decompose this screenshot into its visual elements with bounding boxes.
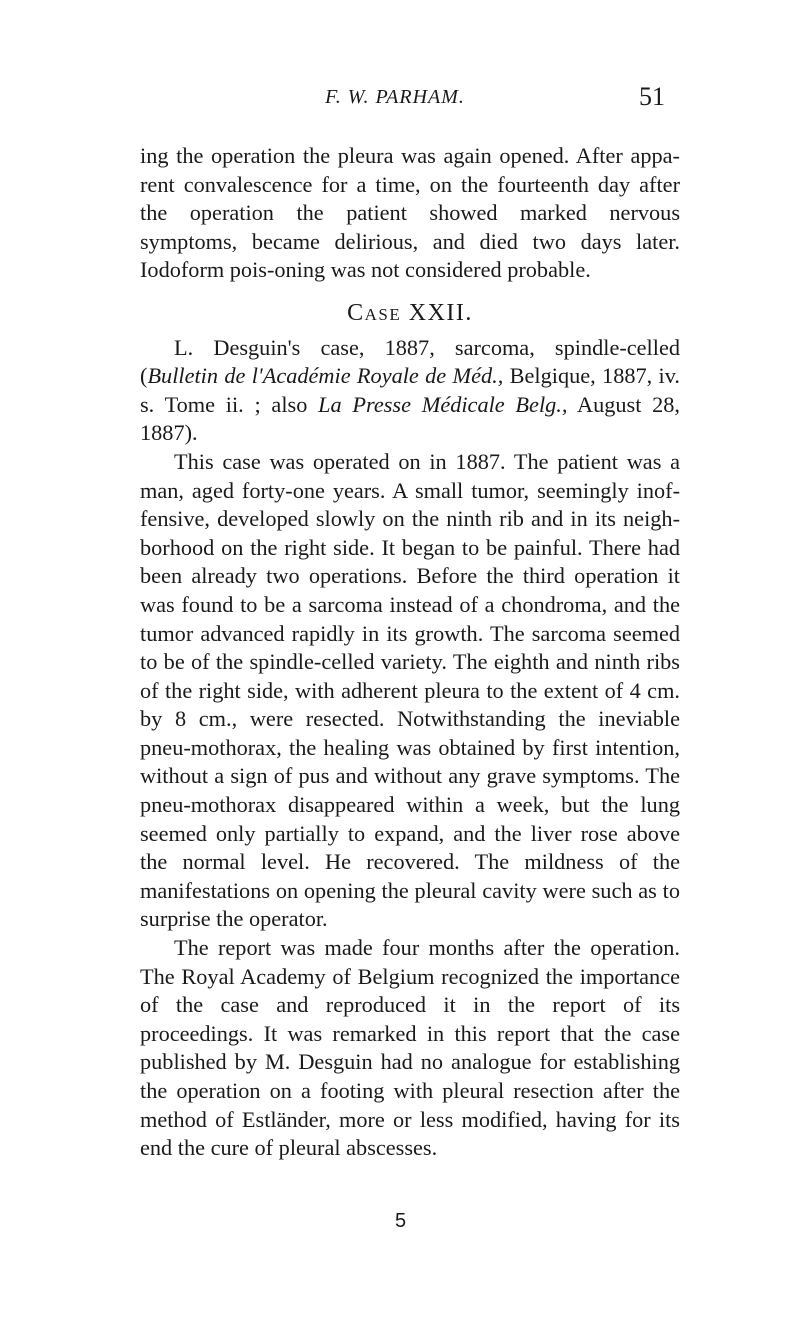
citation-lead: L. Desguin's case, 1887, sarcoma, spindle-celled ( <box>140 334 680 389</box>
body-text <box>140 142 680 1163</box>
case-description-paragraph: This case was operated on in 1887. The patient was a man, aged forty-one years. A small tumor, seemingly inof-fensive, developed slowly on the ninth rib and in its neigh-borhood on the right side. It began to be painful. There had been already two operations. Before the third operation it was found to be a sarcoma instead of a chondroma, and the tumor advanced rapidly in its growth. The sarcoma seemed to be of the spindle-celled variety. The eighth and ninth ribs of the right side, with adherent pleura to the extent of 4 cm. by 8 cm., were resected. Notwithstanding the ineviable pneu-mothorax, the healing was obtained by first intention, without a sign of pus and without any grave symptoms. The pneu-mothorax disappeared within a week, but the lung seemed only partially to expand, and the liver rose above the normal level. He recovered. The mildness of the manifestations on opening the pleural cavity were such as to surprise the operator. <box>140 448 680 932</box>
page-number: 51 <box>639 82 665 111</box>
citation-journal-bulletin: Bulletin de l'Académie Royale de Méd., <box>147 363 504 389</box>
case-heading: Case XXII. <box>347 299 473 326</box>
running-title: F. W. PARHAM. <box>325 86 465 108</box>
citation-paragraph <box>140 334 680 448</box>
citation-journal-presse: La Presse Médicale Belg., <box>318 391 568 417</box>
citation-tail: August 28, 1887). <box>140 391 680 446</box>
report-paragraph: The report was made four months after the operation. The Royal Academy of Belgium recognized the importance of the case and reproduced it in the report of its proceedings. It was remarked in this report that the case published by M. Desguin had no analogue for establishing the operation on a footing with pleural resection after the method of Estländer, more or less modified, having for its end the cure of pleural abscesses. <box>140 935 680 1161</box>
running-head <box>125 84 665 124</box>
citation-mid: Belgique, 1887, iv. s. Tome ii. ; also <box>140 363 681 417</box>
paragraph-continuation: ing the operation the pleura was again opened. After appa-rent convalescence for a time, on the fourteenth day after the operation the patient showed marked nervous symptoms, became delirious, and died two days later. Iodoform pois-oning was not considered probable. <box>140 143 680 283</box>
signature-mark: 5 <box>394 1210 407 1232</box>
